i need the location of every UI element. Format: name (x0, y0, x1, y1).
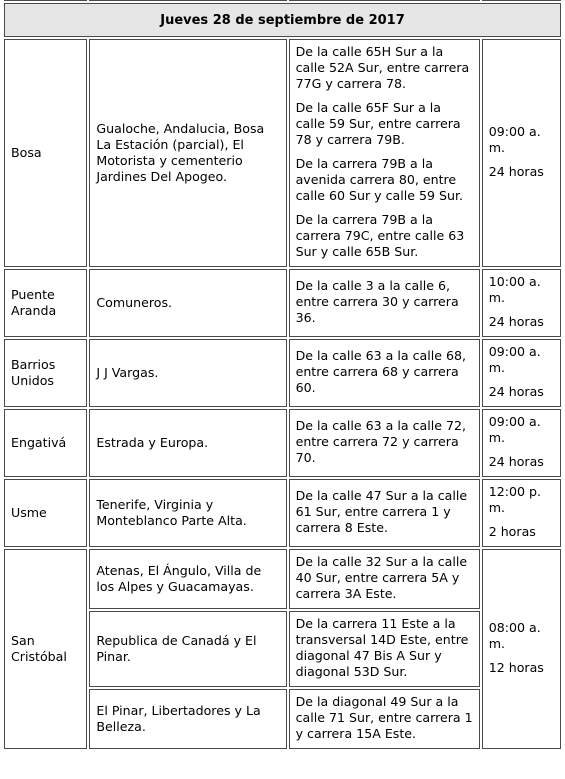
schedule-cell (482, 409, 561, 477)
neighborhoods-cell: El Pinar, Libertadores y La Belleza. (89, 689, 286, 749)
neighborhoods-cell: Estrada y Europa. (89, 409, 286, 477)
directions-cell (289, 611, 480, 687)
locality-cell: Bosa (4, 39, 87, 267)
duration: 24 horas (488, 164, 544, 179)
direction-text: De la carrera 11 Este a la transversal 14D Este, entre diagonal 47 Bis A Sur y diagonal 53D Sur. (295, 616, 469, 679)
start-time: 09:00 a. m. (488, 124, 541, 155)
directions-cell (289, 269, 480, 337)
neighborhoods-cell: J J Vargas. (89, 339, 286, 407)
duration: 12 horas (488, 660, 544, 675)
start-time: 10:00 a. m. (488, 274, 541, 305)
closures-table-container (2, 0, 563, 751)
direction-text: De la carrera 79B a la carrera 79C, entre calle 63 Sur y calle 65B Sur. (295, 212, 465, 259)
start-time: 08:00 a. m. (488, 620, 541, 651)
duration: 24 horas (488, 314, 544, 329)
schedule-cell (482, 479, 561, 547)
neighborhoods-cell: Tenerife, Virginia y Monteblanco Parte Alta. (89, 479, 286, 547)
date-header-row (4, 3, 561, 37)
start-time: 09:00 a. m. (488, 414, 541, 445)
schedule-cell (482, 549, 561, 749)
table-row (4, 339, 561, 407)
table-top-stub (4, 0, 561, 1)
directions-cell (289, 339, 480, 407)
direction-text: De la calle 32 Sur a la calle 40 Sur, entre carrera 5A y carrera 3A Este. (295, 554, 468, 601)
direction-text: De la calle 47 Sur a la calle 61 Sur, entre carrera 1 y carrera 8 Este. (295, 488, 468, 535)
directions-cell (289, 479, 480, 547)
schedule-cell (482, 39, 561, 267)
date-header: Jueves 28 de septiembre de 2017 (4, 3, 561, 37)
table-row (4, 479, 561, 547)
table-row (4, 409, 561, 477)
locality-cell: San Cristóbal (4, 549, 87, 749)
table-row (4, 611, 561, 687)
start-time: 09:00 a. m. (488, 344, 541, 375)
table-row (4, 269, 561, 337)
table-row (4, 549, 561, 609)
locality-cell: Engativá (4, 409, 87, 477)
direction-text: De la calle 3 a la calle 6, entre carrera 30 y carrera 36. (295, 278, 459, 325)
direction-text: De la calle 65F Sur a la calle 59 Sur, entre carrera 78 y carrera 79B. (295, 100, 461, 147)
locality-cell: Puente Aranda (4, 269, 87, 337)
directions-cell (289, 409, 480, 477)
locality-cell: Barrios Unidos (4, 339, 87, 407)
neighborhoods-cell: Atenas, El Ángulo, Villa de los Alpes y Guacamayas. (89, 549, 286, 609)
table-row (4, 39, 561, 267)
locality-cell: Usme (4, 479, 87, 547)
direction-text: De la carrera 79B a la avenida carrera 80, entre calle 60 Sur y calle 59 Sur. (295, 156, 464, 203)
schedule-cell (482, 269, 561, 337)
start-time: 12:00 p. m. (488, 484, 541, 515)
directions-cell (289, 549, 480, 609)
direction-text: De la calle 65H Sur a la calle 52A Sur, entre carrera 77G y carrera 78. (295, 44, 470, 91)
direction-text: De la diagonal 49 Sur a la calle 71 Sur, entre carrera 1 y carrera 15A Este. (295, 694, 473, 741)
duration: 24 horas (488, 384, 544, 399)
neighborhoods-cell: Republica de Canadá y El Pinar. (89, 611, 286, 687)
directions-cell (289, 689, 480, 749)
direction-text: De la calle 63 a la calle 68, entre carrera 68 y carrera 60. (295, 348, 467, 395)
neighborhoods-cell: Comuneros. (89, 269, 286, 337)
direction-text: De la calle 63 a la calle 72, entre carrera 72 y carrera 70. (295, 418, 467, 465)
duration: 24 horas (488, 454, 544, 469)
neighborhoods-cell: Gualoche, Andalucia, Bosa La Estación (parcial), El Motorista y cementerio Jardines Del Apogeo. (89, 39, 286, 267)
directions-cell (289, 39, 480, 267)
schedule-cell (482, 339, 561, 407)
table-row (4, 689, 561, 749)
duration: 2 horas (488, 524, 536, 539)
closures-table (2, 0, 563, 751)
